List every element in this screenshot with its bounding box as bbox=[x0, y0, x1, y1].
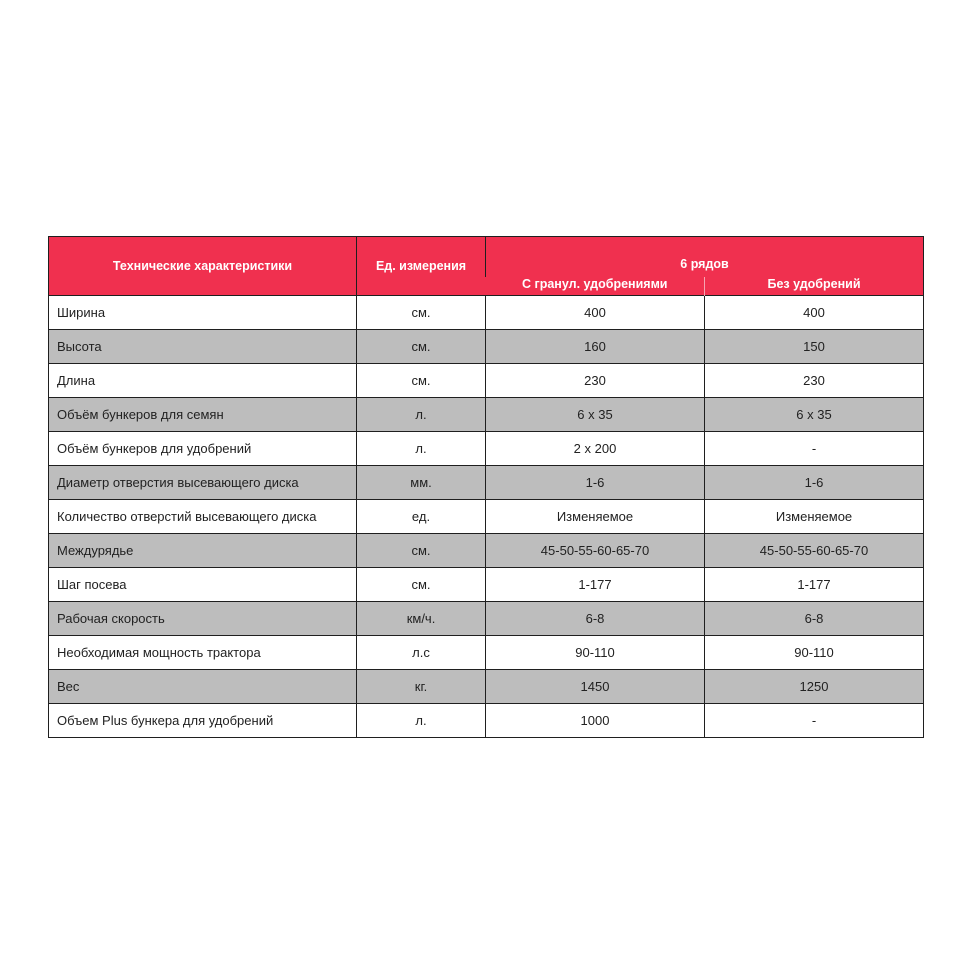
table-row bbox=[49, 432, 924, 466]
table-row bbox=[49, 602, 924, 636]
header-unit: Ед. измерения bbox=[357, 237, 486, 296]
row-value-without-fertilizer: 6-8 bbox=[705, 602, 924, 636]
table-row bbox=[49, 330, 924, 364]
row-value-without-fertilizer: 230 bbox=[705, 364, 924, 398]
table-row bbox=[49, 704, 924, 738]
row-value-without-fertilizer: 90-110 bbox=[705, 636, 924, 670]
table-row bbox=[49, 364, 924, 398]
row-value-with-fertilizer: 45-50-55-60-65-70 bbox=[486, 534, 705, 568]
row-value-with-fertilizer: 6 x 35 bbox=[486, 398, 705, 432]
row-characteristic: Необходимая мощность трактора bbox=[49, 636, 357, 670]
row-characteristic: Объём бункеров для удобрений bbox=[49, 432, 357, 466]
row-value-with-fertilizer: 1-177 bbox=[486, 568, 705, 602]
row-value-with-fertilizer: 1450 bbox=[486, 670, 705, 704]
row-characteristic: Объём бункеров для семян bbox=[49, 398, 357, 432]
table-row bbox=[49, 670, 924, 704]
row-value-without-fertilizer: - bbox=[705, 432, 924, 466]
table-row bbox=[49, 568, 924, 602]
row-value-without-fertilizer: - bbox=[705, 704, 924, 738]
row-value-without-fertilizer: 1-177 bbox=[705, 568, 924, 602]
table-row bbox=[49, 466, 924, 500]
row-characteristic: Вес bbox=[49, 670, 357, 704]
row-value-with-fertilizer: Изменяемое bbox=[486, 500, 705, 534]
row-value-without-fertilizer: 400 bbox=[705, 296, 924, 330]
row-value-without-fertilizer: 1-6 bbox=[705, 466, 924, 500]
row-value-with-fertilizer: 160 bbox=[486, 330, 705, 364]
row-characteristic: Ширина bbox=[49, 296, 357, 330]
row-value-without-fertilizer: 150 bbox=[705, 330, 924, 364]
table-row bbox=[49, 500, 924, 534]
row-unit: кг. bbox=[357, 670, 486, 704]
header-with-fertilizer: С гранул. удобрениями bbox=[486, 277, 705, 296]
row-value-without-fertilizer: Изменяемое bbox=[705, 500, 924, 534]
row-value-with-fertilizer: 230 bbox=[486, 364, 705, 398]
row-characteristic: Рабочая скорость bbox=[49, 602, 357, 636]
row-characteristic: Высота bbox=[49, 330, 357, 364]
row-characteristic: Диаметр отверстия высевающего диска bbox=[49, 466, 357, 500]
row-value-with-fertilizer: 1-6 bbox=[486, 466, 705, 500]
table-body bbox=[49, 296, 924, 738]
row-unit: мм. bbox=[357, 466, 486, 500]
row-unit: см. bbox=[357, 330, 486, 364]
row-unit: л.с bbox=[357, 636, 486, 670]
row-characteristic: Количество отверстий высевающего диска bbox=[49, 500, 357, 534]
row-unit: см. bbox=[357, 534, 486, 568]
row-characteristic: Шаг посева bbox=[49, 568, 357, 602]
header-characteristic: Технические характеристики bbox=[49, 237, 357, 296]
row-value-without-fertilizer: 1250 bbox=[705, 670, 924, 704]
row-characteristic: Междурядье bbox=[49, 534, 357, 568]
row-unit: л. bbox=[357, 704, 486, 738]
table-row bbox=[49, 534, 924, 568]
row-value-with-fertilizer: 400 bbox=[486, 296, 705, 330]
header-group-6-rows: 6 рядов bbox=[486, 237, 924, 278]
row-value-with-fertilizer: 1000 bbox=[486, 704, 705, 738]
row-unit: см. bbox=[357, 568, 486, 602]
row-value-with-fertilizer: 6-8 bbox=[486, 602, 705, 636]
row-value-with-fertilizer: 90-110 bbox=[486, 636, 705, 670]
row-value-without-fertilizer: 45-50-55-60-65-70 bbox=[705, 534, 924, 568]
table-row bbox=[49, 296, 924, 330]
row-characteristic: Объем Plus бункера для удобрений bbox=[49, 704, 357, 738]
row-unit: см. bbox=[357, 364, 486, 398]
row-characteristic: Длина bbox=[49, 364, 357, 398]
row-unit: л. bbox=[357, 432, 486, 466]
row-unit: ед. bbox=[357, 500, 486, 534]
row-value-with-fertilizer: 2 x 200 bbox=[486, 432, 705, 466]
row-unit: см. bbox=[357, 296, 486, 330]
spec-table bbox=[48, 236, 924, 738]
table-row bbox=[49, 636, 924, 670]
row-value-without-fertilizer: 6 x 35 bbox=[705, 398, 924, 432]
header-without-fertilizer: Без удобрений bbox=[705, 277, 924, 296]
row-unit: км/ч. bbox=[357, 602, 486, 636]
row-unit: л. bbox=[357, 398, 486, 432]
table-row bbox=[49, 398, 924, 432]
table-header bbox=[49, 237, 924, 296]
